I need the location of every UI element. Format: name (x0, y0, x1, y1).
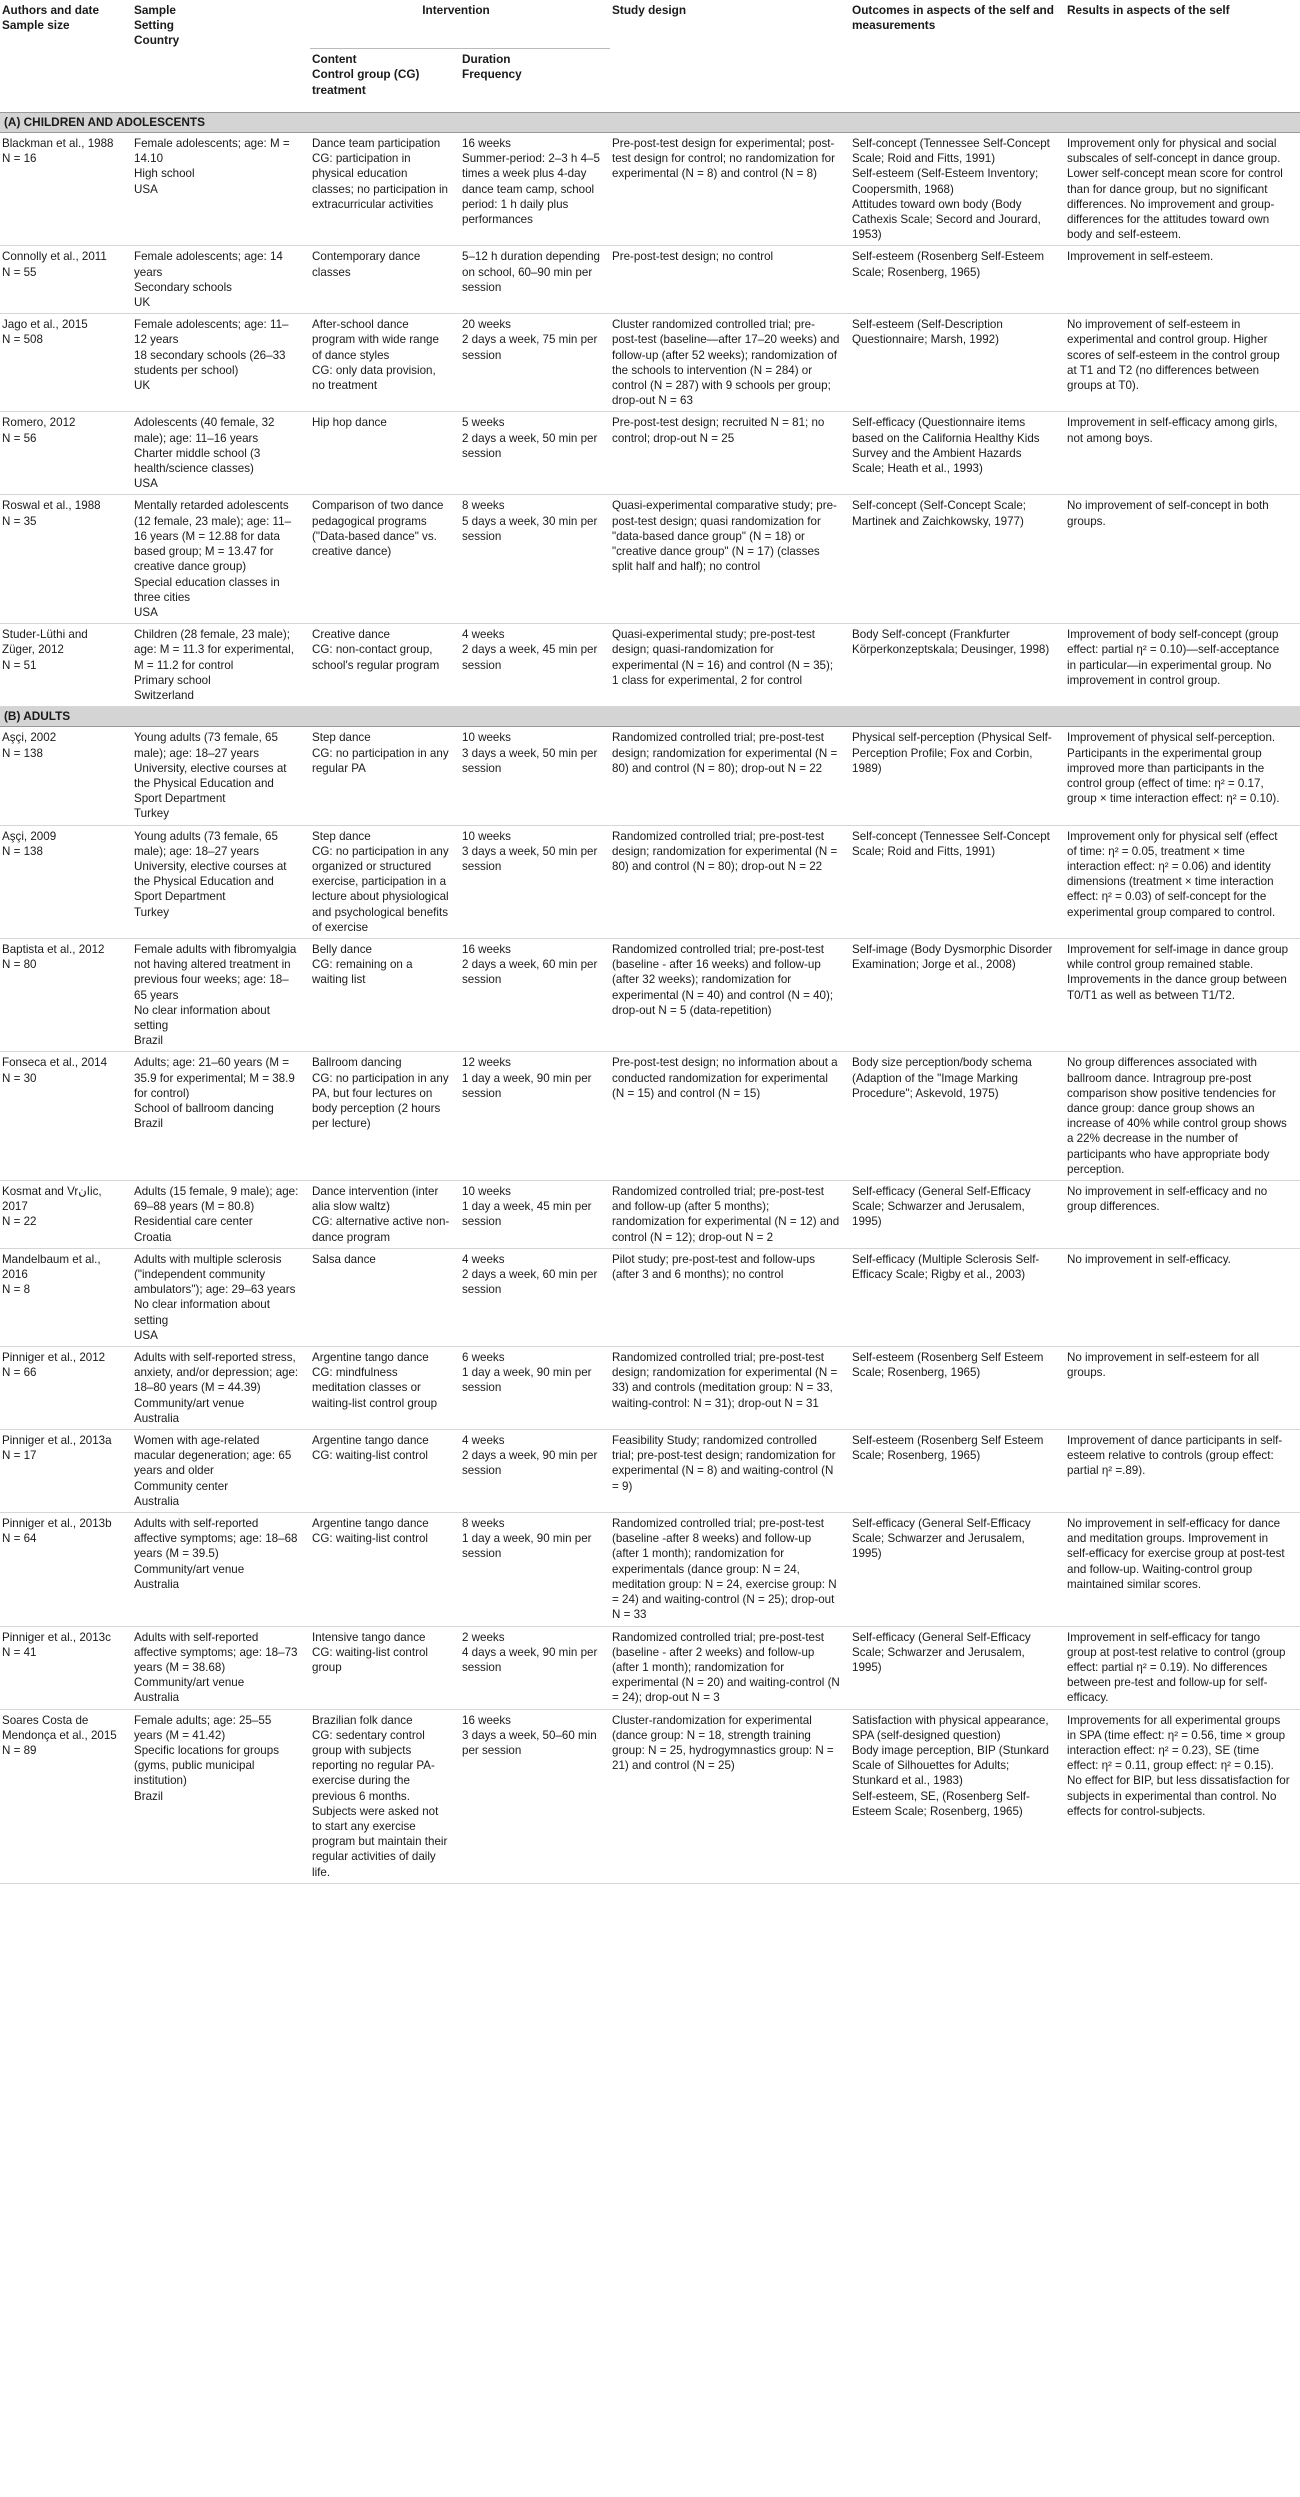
cell-author: Pinniger et al., 2013b N = 64 (0, 1513, 132, 1626)
table-row (0, 412, 1300, 495)
table-row (0, 246, 1300, 314)
cell-duration: 5 weeks 2 days a week, 50 min per session (460, 412, 610, 495)
header-authors: Authors and date Sample size (2, 3, 100, 33)
section-title: (B) ADULTS (0, 707, 1300, 727)
cell-design: Randomized controlled trial; pre-post-test design; randomization for experimental (N = 80) and control (N = 80); drop-out N = 22 (610, 825, 850, 938)
cell-design: Randomized controlled trial; pre-post-test (baseline - after 2 weeks) and follow-up (after 1 month); randomization for experimental (N = 20) and waiting-control (N = 24); drop-out N = 3 (610, 1626, 850, 1709)
cell-duration: 5–12 h duration depending on school, 60–90 min per session (460, 246, 610, 314)
cell-outcomes: Body Self-concept (Frankfurter Körperkonzeptskala; Deusinger, 1998) (850, 624, 1065, 707)
cell-duration: 12 weeks 1 day a week, 90 min per session (460, 1052, 610, 1181)
cell-duration: 16 weeks Summer-period: 2–3 h 4–5 times a week plus 4-day dance team camp, school period: 1 h daily plus performances (460, 133, 610, 246)
cell-results: Improvement only for physical self (effect of time: η² = 0.05, treatment × time interaction effect: η² = 0.06) and identity dimensions (treatment × time interaction effect: η² = 0.03) of self-concept for the experimental group compared to control. (1065, 825, 1300, 938)
cell-author: Connolly et al., 2011 N = 55 (0, 246, 132, 314)
cell-author: Studer-Lüthi and Züger, 2012 N = 51 (0, 624, 132, 707)
cell-design: Randomized controlled trial; pre-post-test (baseline - after 16 weeks) and follow-up (after 32 weeks); randomization for experimental (N = 40) and control (N = 40); drop-out N = 5 (data-repetition) (610, 938, 850, 1051)
cell-results: Improvement of physical self-perception. Participants in the experimental group improved more than participants in the control group (effect of time: η² = 0.17, group × time interaction effect: η² = 0.10). (1065, 727, 1300, 825)
cell-design: Cluster-randomization for experimental (dance group: N = 18, strength training group: N = 25, hydrogymnastics group: N = 21) and control (N = 25) (610, 1709, 850, 1883)
cell-results: Improvement only for physical and social subscales of self-concept in dance group. Lower self-concept mean score for control than for dance group, but no significant differences. No improvement and group-differences for the attitudes toward own body and self-esteem. (1065, 133, 1300, 246)
cell-sample: Female adolescents; age: 11–12 years 18 secondary schools (26–33 students per school) UK (132, 314, 310, 412)
table-row (0, 133, 1300, 246)
cell-content: Creative dance CG: non-contact group, school's regular program (310, 624, 460, 707)
cell-sample: Female adolescents; age: M = 14.10 High school USA (132, 133, 310, 246)
cell-outcomes: Self-esteem (Rosenberg Self Esteem Scale; Rosenberg, 1965) (850, 1430, 1065, 1513)
cell-outcomes: Self-efficacy (Multiple Sclerosis Self-Efficacy Scale; Rigby et al., 2003) (850, 1248, 1065, 1346)
cell-results: No improvement in self-efficacy. (1065, 1248, 1300, 1346)
cell-results: Improvements for all experimental groups in SPA (time effect: η² = 0.56, time × group interaction effect: η² = 0.23), SE (time effect: η² = 0.11, group effect: η² = 0.15). No effect for BIP, but less dissatisfaction for subjects in experimental than control. No effects for control-subjects. (1065, 1709, 1300, 1883)
cell-outcomes: Self-concept (Self-Concept Scale; Martinek and Zaichkowsky, 1977) (850, 495, 1065, 624)
header-design: Study design (612, 3, 687, 17)
cell-outcomes: Physical self-perception (Physical Self-Perception Profile; Fox and Corbin, 1989) (850, 727, 1065, 825)
cell-design: Pre-post-test design; recruited N = 81; no control; drop-out N = 25 (610, 412, 850, 495)
cell-author: Mandelbaum et al., 2016 N = 8 (0, 1248, 132, 1346)
cell-design: Randomized controlled trial; pre-post-test (baseline -after 8 weeks) and follow-up (after 1 month); randomization for experimentals (dance group: N = 24, meditation group: N = 24, exercise group: N = 24) and waiting-control (N = 25); drop-out N = 33 (610, 1513, 850, 1626)
cell-duration: 8 weeks 5 days a week, 30 min per session (460, 495, 610, 624)
cell-content: Dance team participation CG: participation in physical education classes; no participation in extracurricular activities (310, 133, 460, 246)
cell-design: Pilot study; pre-post-test and follow-ups (after 3 and 6 months); no control (610, 1248, 850, 1346)
header-duration: Duration Frequency (462, 52, 522, 82)
cell-duration: 10 weeks 1 day a week, 45 min per session (460, 1181, 610, 1249)
cell-outcomes: Body size perception/body schema (Adaption of the "Image Marking Procedure"; Askevold, 1975) (850, 1052, 1065, 1181)
cell-outcomes: Self-efficacy (General Self-Efficacy Scale; Schwarzer and Jerusalem, 1995) (850, 1626, 1065, 1709)
cell-sample: Adults with self-reported affective symptoms; age: 18–68 years (M = 39.5) Community/art venue Australia (132, 1513, 310, 1626)
table-body (0, 112, 1300, 1883)
cell-results: No group differences associated with ballroom dance. Intragroup pre-post comparison show positive tendencies for dance group: dance group shows an increase of 40% while control group shows a 22% decrease in the number of participants who have appropriate body perception. (1065, 1052, 1300, 1181)
cell-author: Kosmat and Vrانic, 2017 N = 22 (0, 1181, 132, 1249)
cell-outcomes: Self-image (Body Dysmorphic Disorder Examination; Jorge et al., 2008) (850, 938, 1065, 1051)
cell-content: Dance intervention (inter alia slow waltz) CG: alternative active non-dance program (310, 1181, 460, 1249)
cell-content: Intensive tango dance CG: waiting-list control group (310, 1626, 460, 1709)
cell-content: Ballroom dancing CG: no participation in any PA, but four lectures on body perception (2 hours per lecture) (310, 1052, 460, 1181)
cell-duration: 8 weeks 1 day a week, 90 min per session (460, 1513, 610, 1626)
cell-duration: 4 weeks 2 days a week, 90 min per session (460, 1430, 610, 1513)
cell-duration: 2 weeks 4 days a week, 90 min per session (460, 1626, 610, 1709)
cell-design: Pre-post-test design for experimental; post-test design for control; no randomization for experimental (N = 8) and control (N = 8) (610, 133, 850, 246)
cell-results: Improvement in self-esteem. (1065, 246, 1300, 314)
cell-content: Step dance CG: no participation in any regular PA (310, 727, 460, 825)
cell-results: Improvement of body self-concept (group effect: partial η² = 0.10)—self-acceptance in particular—in experimental group. No improvement in control group. (1065, 624, 1300, 707)
cell-author: Roswal et al., 1988 N = 35 (0, 495, 132, 624)
cell-design: Quasi-experimental comparative study; pre-post-test design; quasi randomization for "data-based dance group" (N = 18) or "creative dance group" (N = 17) (classes split half and half); no control (610, 495, 850, 624)
cell-results: No improvement in self-esteem for all groups. (1065, 1347, 1300, 1430)
cell-results: No improvement of self-concept in both groups. (1065, 495, 1300, 624)
section-title: (A) CHILDREN AND ADOLESCENTS (0, 112, 1300, 132)
cell-author: Pinniger et al., 2013a N = 17 (0, 1430, 132, 1513)
cell-duration: 16 weeks 3 days a week, 50–60 min per session (460, 1709, 610, 1883)
table-row (0, 624, 1300, 707)
cell-design: Randomized controlled trial; pre-post-test design; randomization for experimental (N = 80) and control (N = 80); drop-out N = 22 (610, 727, 850, 825)
table-row (0, 825, 1300, 938)
cell-sample: Mentally retarded adolescents (12 female, 23 male); age: 11–16 years (M = 12.88 for data based group; M = 13.47 for creative dance group) Special education classes in three cities USA (132, 495, 310, 624)
cell-outcomes: Satisfaction with physical appearance, SPA (self-designed question) Body image perception, BIP (Stunkard Scale of Silhouettes for Adults; Stunkard et al., 1983) Self-esteem, SE, (Rosenberg Self-Esteem Scale; Rosenberg, 1965) (850, 1709, 1065, 1883)
cell-duration: 20 weeks 2 days a week, 75 min per session (460, 314, 610, 412)
cell-design: Feasibility Study; randomized controlled trial; pre-post-test design; randomization for experimental (N = 8) and waiting-control (N = 9) (610, 1430, 850, 1513)
cell-results: No improvement in self-efficacy and no group differences. (1065, 1181, 1300, 1249)
table-row (0, 1709, 1300, 1883)
cell-content: Contemporary dance classes (310, 246, 460, 314)
header-results: Results in aspects of the self (1067, 3, 1230, 17)
cell-sample: Adults with self-reported stress, anxiety, and/or depression; age: 18–80 years (M = 44.39) Community/art venue Australia (132, 1347, 310, 1430)
cell-sample: Adults; age: 21–60 years (M = 35.9 for experimental; M = 38.9 for control) School of ballroom dancing Brazil (132, 1052, 310, 1181)
cell-design: Quasi-experimental study; pre-post-test design; quasi-randomization for experimental (N = 16) and control (N = 35); 1 class for experimental, 2 for control (610, 624, 850, 707)
cell-author: Aşçi, 2009 N = 138 (0, 825, 132, 938)
cell-outcomes: Self-efficacy (General Self-Efficacy Scale; Schwarzer and Jerusalem, 1995) (850, 1181, 1065, 1249)
cell-sample: Young adults (73 female, 65 male); age: 18–27 years University, elective courses at the Physical Education and Sport Department Turkey (132, 825, 310, 938)
header-outcomes: Outcomes in aspects of the self and measurements (852, 3, 1054, 33)
cell-sample: Young adults (73 female, 65 male); age: 18–27 years University, elective courses at the Physical Education and Sport Department Turkey (132, 727, 310, 825)
cell-sample: Adults with multiple sclerosis ("independent community ambulators"); age: 29–63 years No clear information about setting USA (132, 1248, 310, 1346)
cell-author: Baptista et al., 2012 N = 80 (0, 938, 132, 1051)
cell-outcomes: Self-esteem (Rosenberg Self-Esteem Scale; Rosenberg, 1965) (850, 246, 1065, 314)
section-header (0, 707, 1300, 727)
cell-design: Pre-post-test design; no control (610, 246, 850, 314)
table-row (0, 1181, 1300, 1249)
cell-duration: 10 weeks 3 days a week, 50 min per session (460, 825, 610, 938)
cell-content: Argentine tango dance CG: waiting-list control (310, 1513, 460, 1626)
cell-sample: Adults with self-reported affective symptoms; age: 18–73 years (M = 38.68) Community/art venue Australia (132, 1626, 310, 1709)
table-row (0, 938, 1300, 1051)
cell-outcomes: Self-efficacy (General Self-Efficacy Scale; Schwarzer and Jerusalem, 1995) (850, 1513, 1065, 1626)
table-row (0, 314, 1300, 412)
cell-sample: Adults (15 female, 9 male); age: 69–88 years (M = 80.8) Residential care center Croatia (132, 1181, 310, 1249)
section-header (0, 112, 1300, 132)
cell-outcomes: Self-concept (Tennessee Self-Concept Scale; Roid and Fitts, 1991) Self-esteem (Self-Esteem Inventory; Coopersmith, 1968) Attitudes toward own body (Body Cathexis Scale; Secord and Jourard, 1953) (850, 133, 1065, 246)
cell-content: Brazilian folk dance CG: sedentary control group with subjects reporting no regular PA-exercise during the previous 6 months. Subjects were asked not to start any exercise program but maintain their regular activities of daily life. (310, 1709, 460, 1883)
cell-author: Jago et al., 2015 N = 508 (0, 314, 132, 412)
table-row (0, 1052, 1300, 1181)
cell-content: Argentine tango dance CG: waiting-list control (310, 1430, 460, 1513)
cell-design: Randomized controlled trial; pre-post-test design; randomization for experimental (N = 33) and controls (meditation group: N = 33, waiting-control: N = 31); drop-out N = 31 (610, 1347, 850, 1430)
cell-results: Improvement in self-efficacy for tango group at post-test relative to control (group effect: partial η² = 0.19). No differences between pre-test and follow-up for self-efficacy. (1065, 1626, 1300, 1709)
cell-outcomes: Self-esteem (Rosenberg Self Esteem Scale; Rosenberg, 1965) (850, 1347, 1065, 1430)
cell-results: No improvement of self-esteem in experimental and control group. Higher scores of self-esteem in the control group at T1 and T2 (no differences between groups at T0). (1065, 314, 1300, 412)
cell-content: Step dance CG: no participation in any organized or structured exercise, participation in a lecture about physiological and psychological benefits of exercise (310, 825, 460, 938)
table-row (0, 1513, 1300, 1626)
cell-author: Pinniger et al., 2012 N = 66 (0, 1347, 132, 1430)
cell-design: Pre-post-test design; no information about a conducted randomization for experimental (N = 15) and control (N = 15) (610, 1052, 850, 1181)
cell-content: Belly dance CG: remaining on a waiting list (310, 938, 460, 1051)
cell-author: Aşçi, 2002 N = 138 (0, 727, 132, 825)
table-row (0, 727, 1300, 825)
cell-duration: 4 weeks 2 days a week, 60 min per session (460, 1248, 610, 1346)
header-sample: Sample Setting Country (134, 3, 180, 48)
cell-sample: Children (28 female, 23 male); age: M = 11.3 for experimental, M = 11.2 for control Primary school Switzerland (132, 624, 310, 707)
cell-outcomes: Self-concept (Tennessee Self-Concept Scale; Roid and Fitts, 1991) (850, 825, 1065, 938)
cell-sample: Women with age-related macular degeneration; age: 65 years and older Community center Australia (132, 1430, 310, 1513)
cell-duration: 16 weeks 2 days a week, 60 min per session (460, 938, 610, 1051)
cell-duration: 6 weeks 1 day a week, 90 min per session (460, 1347, 610, 1430)
cell-sample: Adolescents (40 female, 32 male); age: 11–16 years Charter middle school (3 health/science classes) USA (132, 412, 310, 495)
cell-content: Hip hop dance (310, 412, 460, 495)
cell-duration: 4 weeks 2 days a week, 45 min per session (460, 624, 610, 707)
cell-content: Comparison of two dance pedagogical programs ("Data-based dance" vs. creative dance) (310, 495, 460, 624)
cell-author: Romero, 2012 N = 56 (0, 412, 132, 495)
cell-content: Argentine tango dance CG: mindfulness meditation classes or waiting-list control group (310, 1347, 460, 1430)
cell-duration: 10 weeks 3 days a week, 50 min per session (460, 727, 610, 825)
cell-sample: Female adults; age: 25–55 years (M = 41.42) Specific locations for groups (gyms, public municipal institution) Brazil (132, 1709, 310, 1883)
cell-results: Improvement of dance participants in self-esteem relative to controls (group effect: partial η² =.89). (1065, 1430, 1300, 1513)
cell-author: Soares Costa de Mendonça et al., 2015 N = 89 (0, 1709, 132, 1883)
cell-author: Fonseca et al., 2014 N = 30 (0, 1052, 132, 1181)
cell-design: Cluster randomized controlled trial; pre-post-test (baseline—after 17–20 weeks) and follow-up (after 52 weeks); randomization of the schools to intervention (N = 284) or control (N = 287) with 9 schools per group; drop-out N = 63 (610, 314, 850, 412)
cell-author: Pinniger et al., 2013c N = 41 (0, 1626, 132, 1709)
table-row (0, 1626, 1300, 1709)
cell-content: Salsa dance (310, 1248, 460, 1346)
header-intervention: Intervention (310, 0, 610, 49)
cell-author: Blackman et al., 1988 N = 16 (0, 133, 132, 246)
cell-outcomes: Self-efficacy (Questionnaire items based on the California Healthy Kids Survey and the Ambient Hazards Scale; Heath et al., 1993) (850, 412, 1065, 495)
cell-content: After-school dance program with wide range of dance styles CG: only data provision, no treatment (310, 314, 460, 412)
header-content: Content Control group (CG) treatment (312, 52, 420, 97)
cell-results: Improvement for self-image in dance group while control group remained stable. Improvements in the dance group between T0/T1 as well as between T1/T2. (1065, 938, 1300, 1051)
cell-results: No improvement in self-efficacy for dance and meditation groups. Improvement in self-efficacy for exercise group at post-test and follow-up. Waiting-control group maintained similar scores. (1065, 1513, 1300, 1626)
cell-outcomes: Self-esteem (Self-Description Questionnaire; Marsh, 1992) (850, 314, 1065, 412)
cell-sample: Female adolescents; age: 14 years Secondary schools UK (132, 246, 310, 314)
table-row (0, 1430, 1300, 1513)
cell-results: Improvement in self-efficacy among girls, not among boys. (1065, 412, 1300, 495)
table-row (0, 495, 1300, 624)
cell-sample: Female adults with fibromyalgia not having altered treatment in previous four weeks; age: 18–65 years No clear information about setting Brazil (132, 938, 310, 1051)
table-row (0, 1248, 1300, 1346)
table-row (0, 1347, 1300, 1430)
cell-design: Randomized controlled trial; pre-post-test and follow-up (after 5 months); randomization for experimental (N = 12) and control (N = 12); drop-out N = 2 (610, 1181, 850, 1249)
